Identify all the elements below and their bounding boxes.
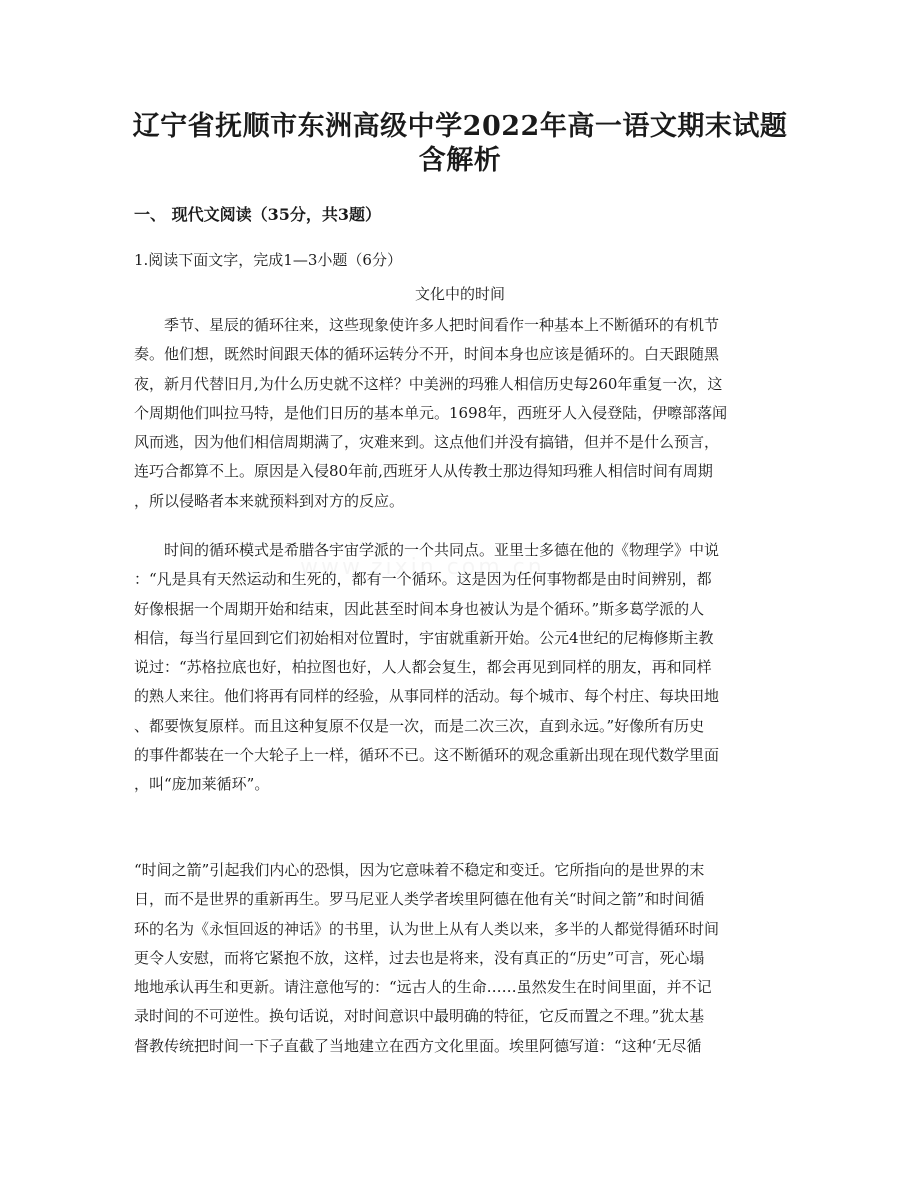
paragraph-line: 时间的循环模式是希腊各宇宙学派的一个共同点。亚里士多德在他的《物理学》中说 (164, 541, 720, 559)
question-intro: 1.阅读下面文字，完成1—3小题（6分） (134, 251, 402, 269)
paragraph-line: 夜，新月代替旧月,为什么历史就不这样？中美洲的玛雅人相信历史每260年重复一次，这 (134, 374, 723, 393)
paragraph-line: 好像根据一个周期开始和结束，因此甚至时间本身也被认为是个循环。”斯多葛学派的人 (134, 599, 705, 618)
paragraph-line: 相信，每当行星回到它们初始相对位置时，宇宙就重新开始。公元4世纪的尼梅修斯主教 (134, 628, 714, 647)
paragraph-2 (134, 536, 786, 800)
paragraph-line: 更令人安慰，而将它紧抱不放，这样，过去也是将来，没有真正的“历史”可言，死心塌 (134, 948, 705, 967)
section-heading: 一、 现代文阅读（35分，共3题） (134, 205, 381, 224)
document-title-line2: 含解析 (418, 145, 502, 176)
paragraph-line: 地地承认再生和更新。请注意他写的：“远古人的生命……虽然发生在时间里面，并不记 (134, 978, 712, 997)
paragraph-line: 风而逃，因为他们相信周期满了，灾难来到。这点他们并没有搞错，但并不是什么预言， (134, 433, 720, 452)
paragraph-line: 连巧合都算不上。原因是入侵80年前,西班牙人从传教士那边得知玛雅人相信时间有周期 (134, 462, 713, 481)
paragraph-line: 录时间的不可逆性。换句话说，对时间意识中最明确的特征，它反而置之不理。”犹太基 (134, 1007, 705, 1026)
paragraph-line: 个周期他们叫拉马特，是他们日历的基本单元。1698年，西班牙人入侵登陆，伊嚓部落闻 (134, 403, 728, 422)
document-title-line1: 辽宁省抚顺市东洲高级中学2022年高一语文期末试题 (132, 111, 788, 142)
paragraph-line: ，所以侵略者本来就预料到对方的反应。 (134, 491, 405, 510)
paragraph-line: 督教传统把时间一下子直截了当地建立在西方文化里面。埃里阿德写道：“这种‘无尽循 (134, 1036, 702, 1055)
paragraph-line: “时间之箭”引起我们内心的恐惧，因为它意味着不稳定和变迁。它所指向的是世界的末 (134, 861, 705, 879)
paragraph-line: 说过：“苏格拉底也好，柏拉图也好，人人都会复生，都会再见到同样的朋友，再和同样 (134, 658, 712, 677)
paragraph-line: 环的名为《永恒回返的神话》的书里，认为世上从有人类以来，多半的人都觉得循环时间 (134, 919, 720, 938)
paragraph-line: 日，而不是世界的重新再生。罗马尼亚人类学者埃里阿德在他有关“时间之箭”和时间循 (134, 890, 705, 909)
paragraph-line: 季节、星辰的循环往来，这些现象使许多人把时间看作一种基本上不断循环的有机节 (164, 316, 720, 334)
article-title: 文化中的时间 (414, 285, 505, 303)
paragraph-line: ：“凡是具有天然运动和生死的，都有一个循环。这是因为任何事物都是由时间辨别，都 (134, 570, 712, 589)
paragraph-line: 、都要恢复原样。而且这种复原不仅是一次，而是二次三次，直到永远。”好像所有历史 (134, 716, 705, 735)
paragraph-line: 奏。他们想，既然时间跟天体的循环运转分不开，时间本身也应该是循环的。白天跟随黑 (134, 345, 720, 364)
paragraph-line: 的事件都装在一个大轮子上一样，循环不已。这不断循环的观念重新出现在现代数学里面 (134, 746, 720, 765)
paragraph-line: ，叫“庞加莱循环”。 (134, 775, 270, 794)
paragraph-3 (134, 856, 786, 1061)
paragraph-1 (134, 311, 786, 516)
paragraph-line: 的熟人来往。他们将再有同样的经验，从事同样的活动。每个城市、每个村庄、每块田地 (134, 687, 720, 706)
